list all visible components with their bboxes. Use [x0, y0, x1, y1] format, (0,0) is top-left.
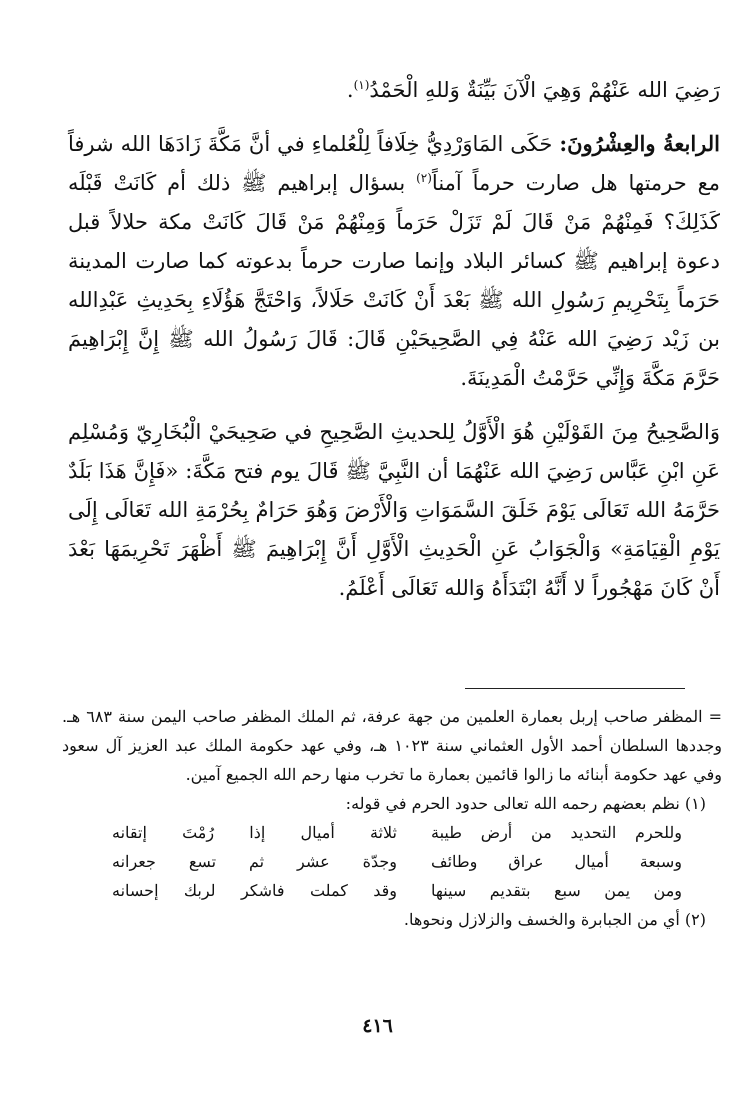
verse-row — [112, 876, 682, 905]
verse-hemistich: وسبعة أميال عراق وطائف — [431, 852, 682, 871]
poem-verses — [112, 818, 682, 905]
footnote-ref-2: (٢) — [416, 171, 432, 185]
page-number: ٤١٦ — [362, 1015, 393, 1037]
verse-hemistich: ومن يمن سبع بتقديم سينها — [431, 881, 682, 900]
footnote-continuation: = المظفر صاحب إربل بعمارة العلمين من جهة عرفة، ثم الملك المظفر صاحب اليمن سنة ٦٨٣ هـ. وجددها السلطان أحمد الأول العثماني سنة ١٠٢٣ هـ، وفي عهد حكومة الملك عبد العزيز آل سعود وفي عهد حكومة أبنائه ما زالوا قائمين بعمارة ما تخرب منها رحم الله الجميع آمين. — [62, 707, 723, 784]
footnote-2: (٢) أي من الجبابرة والخسف والزلازل ونحوها. — [403, 910, 706, 929]
paragraph-3 — [68, 412, 720, 608]
main-text — [68, 70, 720, 622]
verse-hemistich: وقد كملت فاشكر لربك إحسانه — [112, 881, 397, 900]
verse-hemistich: وللحرم التحديد من أرض طيبة — [431, 823, 682, 842]
footnote-ref-1: (١) — [353, 78, 370, 92]
paragraph-2-tail: بسؤال إبراهيم ﷺ ذلك أم كَانَتْ قَبْلَه كَذَلِكَ؟ فَمِنْهُمْ مَنْ قَالَ لَمْ تَزَلْ حَرَماً وَمِنْهُمْ مَنْ قَالَ كَانَتْ مكة حلالاً قبل دعوة إبراهيم ﷺ كسائر البلاد وإنما صارت حرماً بدعوته كما صارت المدينة حَرَماً بِتَحْرِيمِ رَسُولِ الله ﷺ بَعْدَ أَنْ كَانَتْ حَلَالاً، وَاحْتَجَّ هَؤُلَاءِ بِحَدِيثِ عَبْدِالله بن زَيْد رَضِيَ الله عَنْهُ فِي الصَّحِيحَيْنِ قَالَ: قَالَ رَسُولُ الله ﷺ إِنَّ إِبْرَاهِيمَ حَرَّمَ مَكَّةَ وَإِنِّي حَرَّمْتُ الْمَدِينَةَ. — [68, 171, 720, 390]
verse-hemistich: ثلاثة أميال إذا رُمْتَ إتقانه — [112, 823, 397, 842]
paragraph-3-text: وَالصَّحِيحُ مِنَ القَوْلَيْنِ هُوَ الْأَوَّلُ لِلحديثِ الصَّحِيحِ في صَحِيحَيْ الْبُخَارِيّ وَمُسْلِم عَنِ ابْنِ عَبَّاس رَضِيَ الله عَنْهُمَا أن النَّبِيَّ ﷺ قَالَ يوم فتح مَكَّةَ: «فَإِنَّ هَذَا بَلَدٌ حَرَّمَهُ الله تَعَالَى يَوْمَ خَلَقَ السَّمَوَاتِ وَالْأَرْضَ وَهُوَ حَرَامٌ بِحُرْمَةِ الله تَعَالَى إِلَى يَوْمِ الْقِيَامَةِ» وَالْجَوَابُ عَنِ الْحَدِيثِ الْأَوَّلِ أَنَّ إِبْرَاهِيمَ ﷺ أَظْهَرَ تَحْرِيمَهَا بَعْدَ أَنْ كَانَ مَهْجُوراً لا أَنَّهُ ابْتَدَأَهُ وَالله تَعَالَى أَعْلَمُ. — [68, 420, 720, 600]
paragraph-1-tail: . — [346, 78, 354, 102]
footnote-divider — [465, 688, 685, 689]
paragraph-1 — [68, 70, 720, 110]
paragraph-1-text: رَضِيَ الله عَنْهُمْ وَهِيَ الْآنَ بَيِّنَةٌ وَللهِ الْحَمْدُ — [369, 78, 720, 102]
footnote-1: (١) نظم بعضهم رحمه الله تعالى حدود الحرم في قوله: — [345, 794, 706, 813]
footnotes — [62, 702, 722, 934]
paragraph-2-lead: الرابعةُ والعِشْرُونَ: — [559, 131, 720, 156]
paragraph-2-text: حَكَى المَاوَرْدِيُّ خِلَافاً لِلْعُلماءِ في أنَّ مَكَّةَ زَادَهَا الله شرفاً مع حرمتها هل صارت حرماً آمناً — [68, 132, 720, 195]
verse-hemistich: وجدّة عشر ثم تسع جعرانه — [112, 852, 397, 871]
verse-row — [112, 818, 682, 847]
paragraph-2 — [68, 124, 720, 398]
verse-row — [112, 847, 682, 876]
